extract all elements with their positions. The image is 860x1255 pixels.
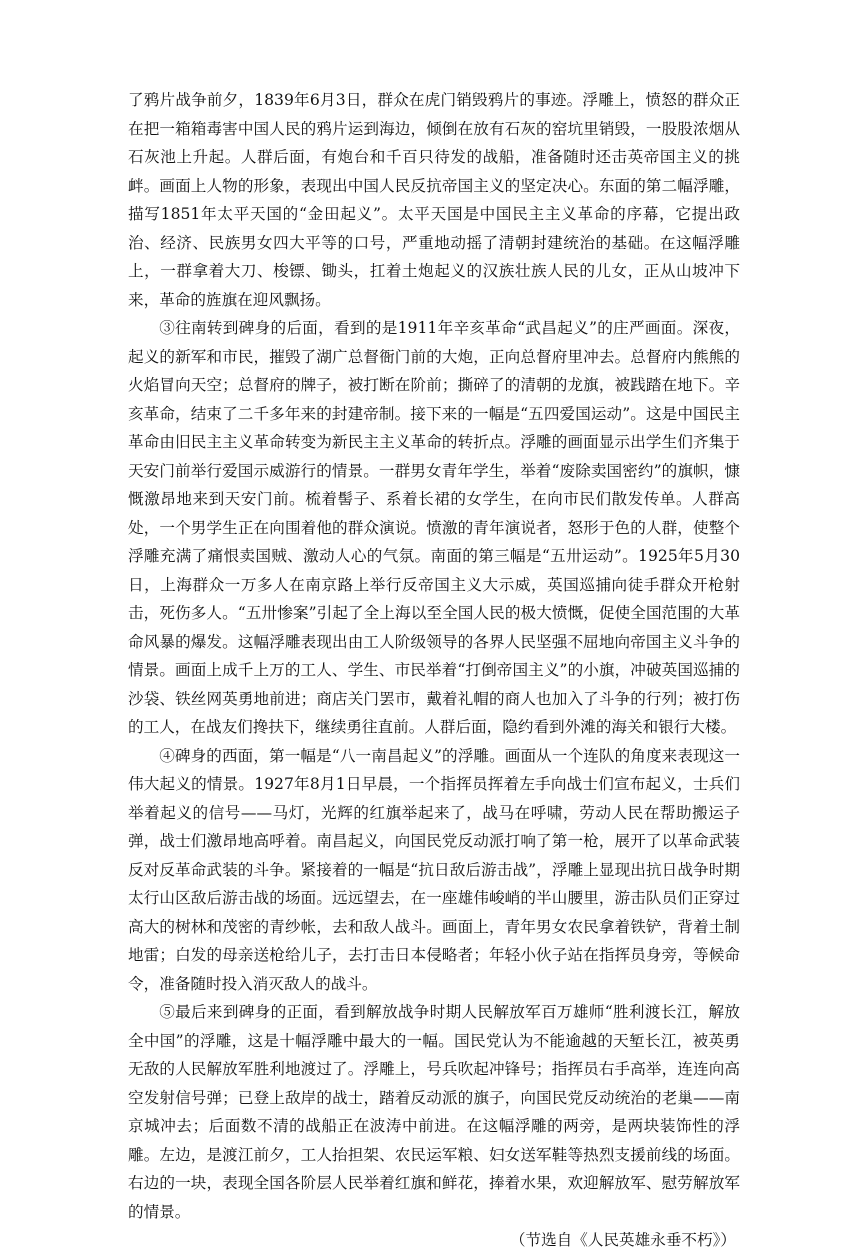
paragraph-4: ④碑身的西面，第一幅是“八一南昌起义”的浮雕。画面从一个连队的角度来表现这一伟大起义的情景。1927年8月1日早晨，一个指挥员挥着左手向战士们宣布起义，士兵们举着起义的信号——马灯，光辉的红旗举起来了，战马在呼啸，劳动人民在帮助搬运子弹，战士们激昂地高呼着。南昌起义，向国民党反动派打响了第一枪，展开了以革命武装反对反革命武装的斗争。紧接着的一幅是“抗日敌后游击战”，浮雕上显现出抗日战争时期太行山区敌后游击战的场面。远远望去，在一座雄伟峻峭的半山腰里，游击队员们正穿过高大的树林和茂密的青纱帐，去和敌人战斗。画面上，青年男女农民拿着铁铲，背着土制地雷；白发的母亲送枪给儿子，去打击日本侵略者；年轻小伙子站在指挥员身旁，等候命令，准备随时投入消灭敌人的战斗。 <box>128 746 740 993</box>
paragraph-3: ③往南转到碑身的后面，看到的是1911年辛亥革命“武昌起义”的庄严画面。深夜，起义的新军和市民，摧毁了湖广总督衙门前的大炮，正向总督府里冲去。总督府内熊熊的火焰冒向天空；总督府的牌子，被打断在阶前；撕碎了的清朝的龙旗，被践踏在地下。辛亥革命，结束了二千多年来的封建帝制。接下来的一幅是“五四爱国运动”。这是中国民主革命由旧民主主义革命转变为新民主主义革命的转折点。浮雕的画面显示出学生们齐集于天安门前举行爱国示威游行的情景。一群男女青年学生，举着“废除卖国密约”的旗帜，慷慨激昂地来到天安门前。梳着髻子、系着长裙的女学生，在向市民们散发传单。人群高处，一个男学生正在向围着他的群众演说。愤激的青年演说者，怒形于色的人群，使整个浮雕充满了痛恨卖国贼、激动人心的气氛。南面的第三幅是“五卅运动”。1925年5月30日，上海群众一万多人在南京路上举行反帝国主义大示威，英国巡捕向徒手群众开枪射击，死伤多人。“五卅惨案”引起了全上海以至全国人民的极大愤慨，促使全国范围的大革命风暴的爆发。这幅浮雕表现出由工人阶级领导的各界人民坚强不屈地向帝国主义斗争的情景。画面上成千上万的工人、学生、市民举着“打倒帝国主义”的小旗，冲破英国巡捕的沙袋、铁丝网英勇地前进；商店关门罢市，戴着礼帽的商人也加入了斗争的行列；被打伤的工人，在战友们搀扶下，继续勇往直前。人群后面，隐约看到外滩的海关和银行大楼。 <box>128 319 740 736</box>
source-citation: （节选自《人民英雄永垂不朽》） <box>509 1231 736 1249</box>
paragraph-continued: 了鸦片战争前夕，1839年6月3日，群众在虎门销毁鸦片的事迹。浮雕上，愤怒的群众正在把一箱箱毒害中国人民的鸦片运到海边，倾倒在放有石灰的窑坑里销毁，一股股浓烟从石灰池上升起。人群后面，有炮台和千百只待发的战船，准备随时还击英帝国主义的挑衅。画面上人物的形象，表现出中国人民反抗帝国主义的坚定决心。东面的第二幅浮雕，描写1851年太平天国的“金田起义”。太平天国是中国民主主义革命的序幕，它提出政治、经济、民族男女四大平等的口号，严重地动摇了清朝封建统治的基础。在这幅浮雕上，一群拿着大刀、梭镖、锄头，扛着土炮起义的汉族壮族人民的儿女，正从山坡冲下来，革命的旌旗在迎风飘扬。 <box>128 91 740 309</box>
document-page <box>128 86 740 1255</box>
paragraph-5: ⑤最后来到碑身的正面，看到解放战争时期人民解放军百万雄师“胜利渡长江，解放全中国”的浮雕，这是十幅浮雕中最大的一幅。国民党认为不能逾越的天堑长江，被英勇无敌的人民解放军胜利地渡过了。浮雕上，号兵吹起冲锋号；指挥员右手高举，连连向高空发射信号弹；已登上敌岸的战士，踏着反动派的旗子，向国民党反动统治的老巢——南京城冲去；后面数不清的战船正在波涛中前进。在这幅浮雕的两旁，是两块装饰性的浮雕。左边，是渡江前夕，工人抬担架、农民运军粮、妇女送军鞋等热烈支援前线的场面。右边的一块，表现全国各阶层人民举着红旗和鲜花，捧着水果，欢迎解放军、慰劳解放军的情景。 <box>128 1003 740 1221</box>
